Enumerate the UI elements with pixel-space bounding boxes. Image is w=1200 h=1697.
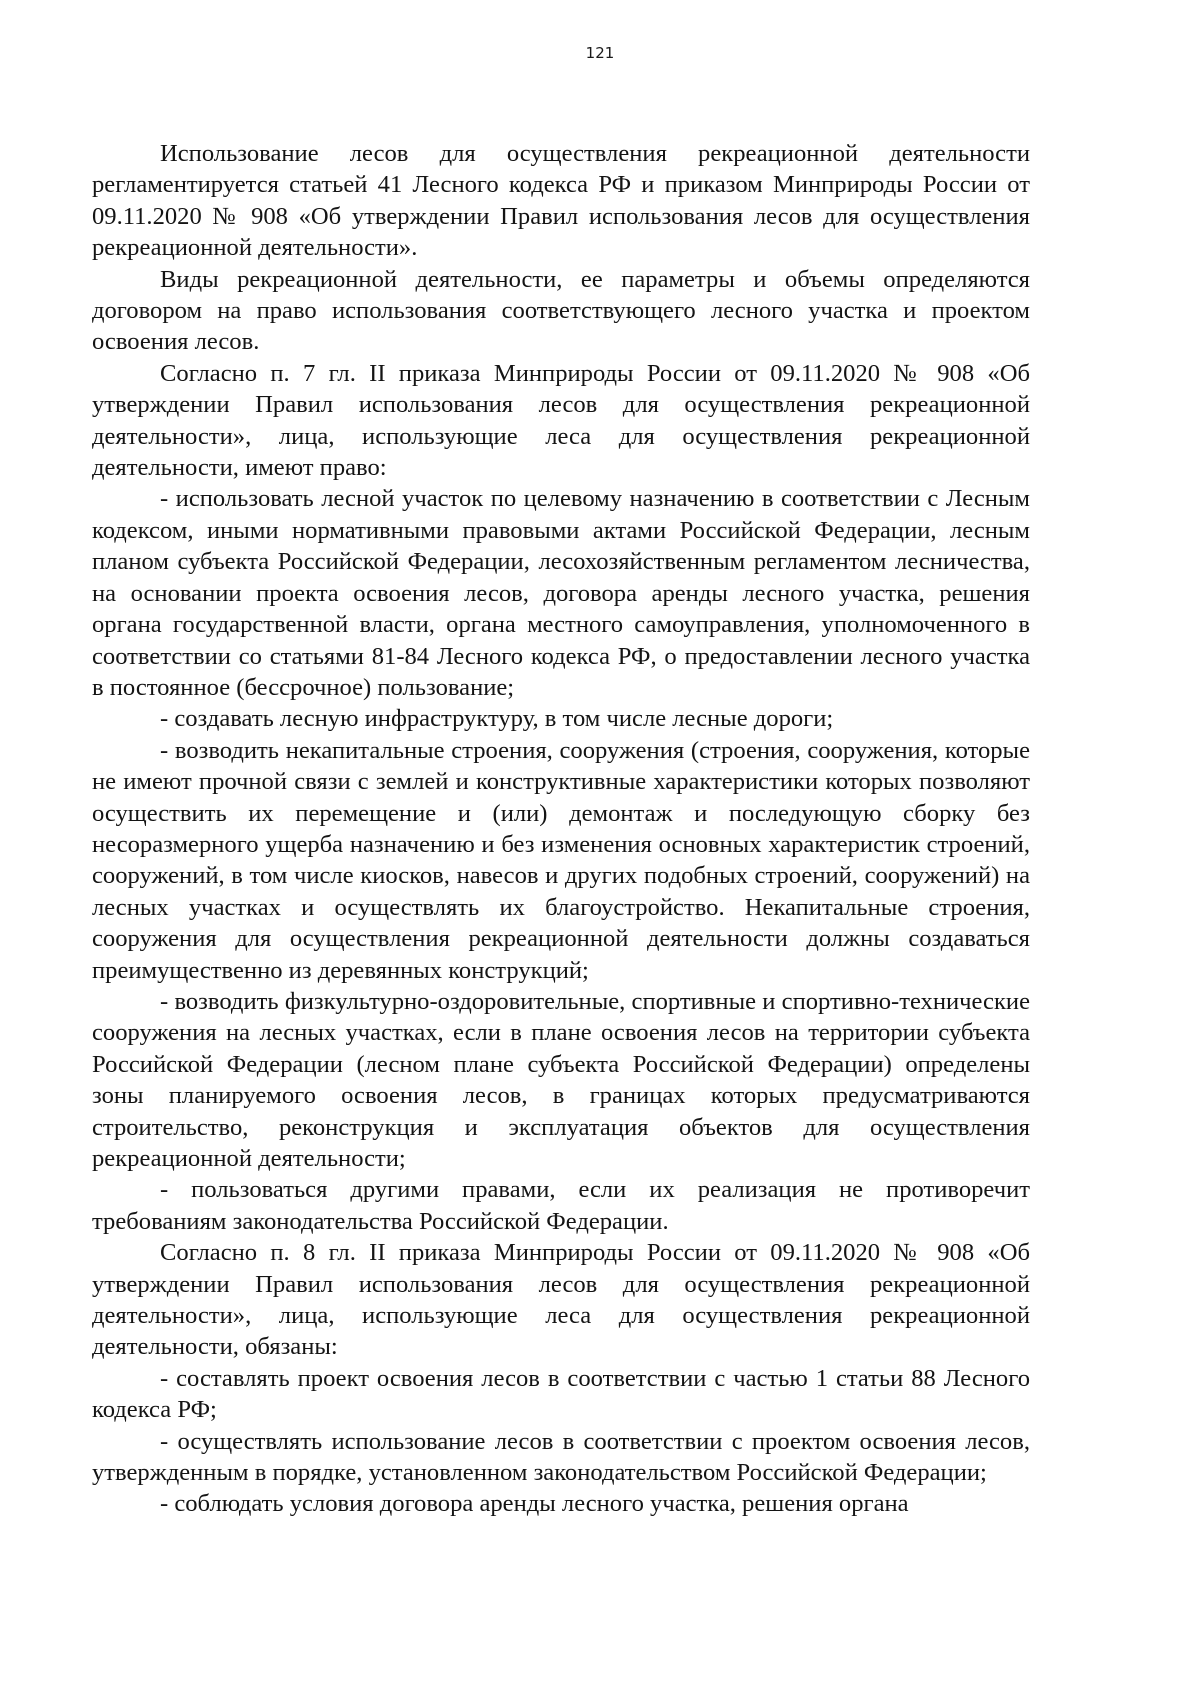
list-item-use-forest-plot: - использовать лесной участок по целевому назначению в соответствии с Лесным кодексом, иными нормативными правовыми актами Российской Федерации, лесным планом субъекта Российской Федерации, лесохозяйственным регламентом лесничества, на основании проекта освоения лесов, договора аренды лесного участка, решения органа государственной власти, органа местного самоуправления, уполномоченного в соответствии со статьями 81-84 Лесного кодекса РФ, о предоставлении лесного участка в постоянное (бессрочное) пользование; bbox=[92, 485, 1030, 701]
paragraph-rights-intro: Согласно п. 7 гл. II приказа Минприроды России от 09.11.2020 № 908 «Об утверждении Правил использования лесов для осуществления рекреационной деятельности», лица, использующие леса для осуществления рекреационной деятельности, имеют право: bbox=[92, 359, 1030, 482]
list-item-non-capital-structures: - возводить некапитальные строения, сооружения (строения, сооружения, которые не имеют прочной связи с землей и конструктивные характеристики которых позволяют осуществить их перемещение и (или) демонтаж и последующую сборку без несоразмерного ущерба назначению и без изменения основных характеристик строений, сооружений, в том числе киосков, навесов и других подобных строений, сооружений) на лесных участках и осуществлять их благоустройство. Некапитальные строения, сооружения для осуществления рекреационной деятельности должны создаваться преимущественно из деревянных конструкций; bbox=[92, 736, 1030, 984]
list-item-create-infrastructure: - создавать лесную инфраструктуру, в том числе лесные дороги; bbox=[160, 705, 834, 733]
list-item-lease-conditions: - соблюдать условия договора аренды лесного участка, решения органа bbox=[160, 1490, 909, 1518]
list-item-sports-facilities: - возводить физкультурно-оздоровительные, спортивные и спортивно-технические сооружения на лесных участках, если в плане освоения лесов на территории субъекта Российской Федерации (лесном плане субъекта Российской Федерации) определены зоны планируемого освоения лесов, в границах которых предусматриваются строительство, реконструкция и эксплуатация объектов для осуществления рекреационной деятельности; bbox=[92, 987, 1030, 1172]
page-number: 121 bbox=[585, 44, 615, 62]
document-body bbox=[92, 138, 1030, 1520]
list-item-development-project: - составлять проект освоения лесов в соответствии с частью 1 статьи 88 Лесного кодекса РФ; bbox=[92, 1364, 1030, 1424]
paragraph-obligations-intro: Согласно п. 8 гл. II приказа Минприроды России от 09.11.2020 № 908 «Об утверждении Правил использования лесов для осуществления рекреационной деятельности», лица, использующие леса для осуществления рекреационной деятельности, обязаны: bbox=[92, 1239, 1030, 1361]
list-item-use-per-project: - осуществлять использование лесов в соответствии с проектом освоения лесов, утвержденным в порядке, установленном законодательством Российской Федерации; bbox=[92, 1427, 1030, 1487]
list-item-other-rights: - пользоваться другими правами, если их реализация не противоречит требованиям законодательства Российской Федерации. bbox=[92, 1176, 1030, 1235]
paragraph-forest-use-regulation: Использование лесов для осуществления рекреационной деятельности регламентируется статьей 41 Лесного кодекса РФ и приказом Минприроды России от 09.11.2020 № 908 «Об утверждении Правил использования лесов для осуществления рекреационной деятельности». bbox=[92, 140, 1030, 262]
paragraph-recreation-types: Виды рекреационной деятельности, ее параметры и объемы определяются договором на право использования соответствующего лесного участка и проектом освоения лесов. bbox=[92, 265, 1030, 356]
